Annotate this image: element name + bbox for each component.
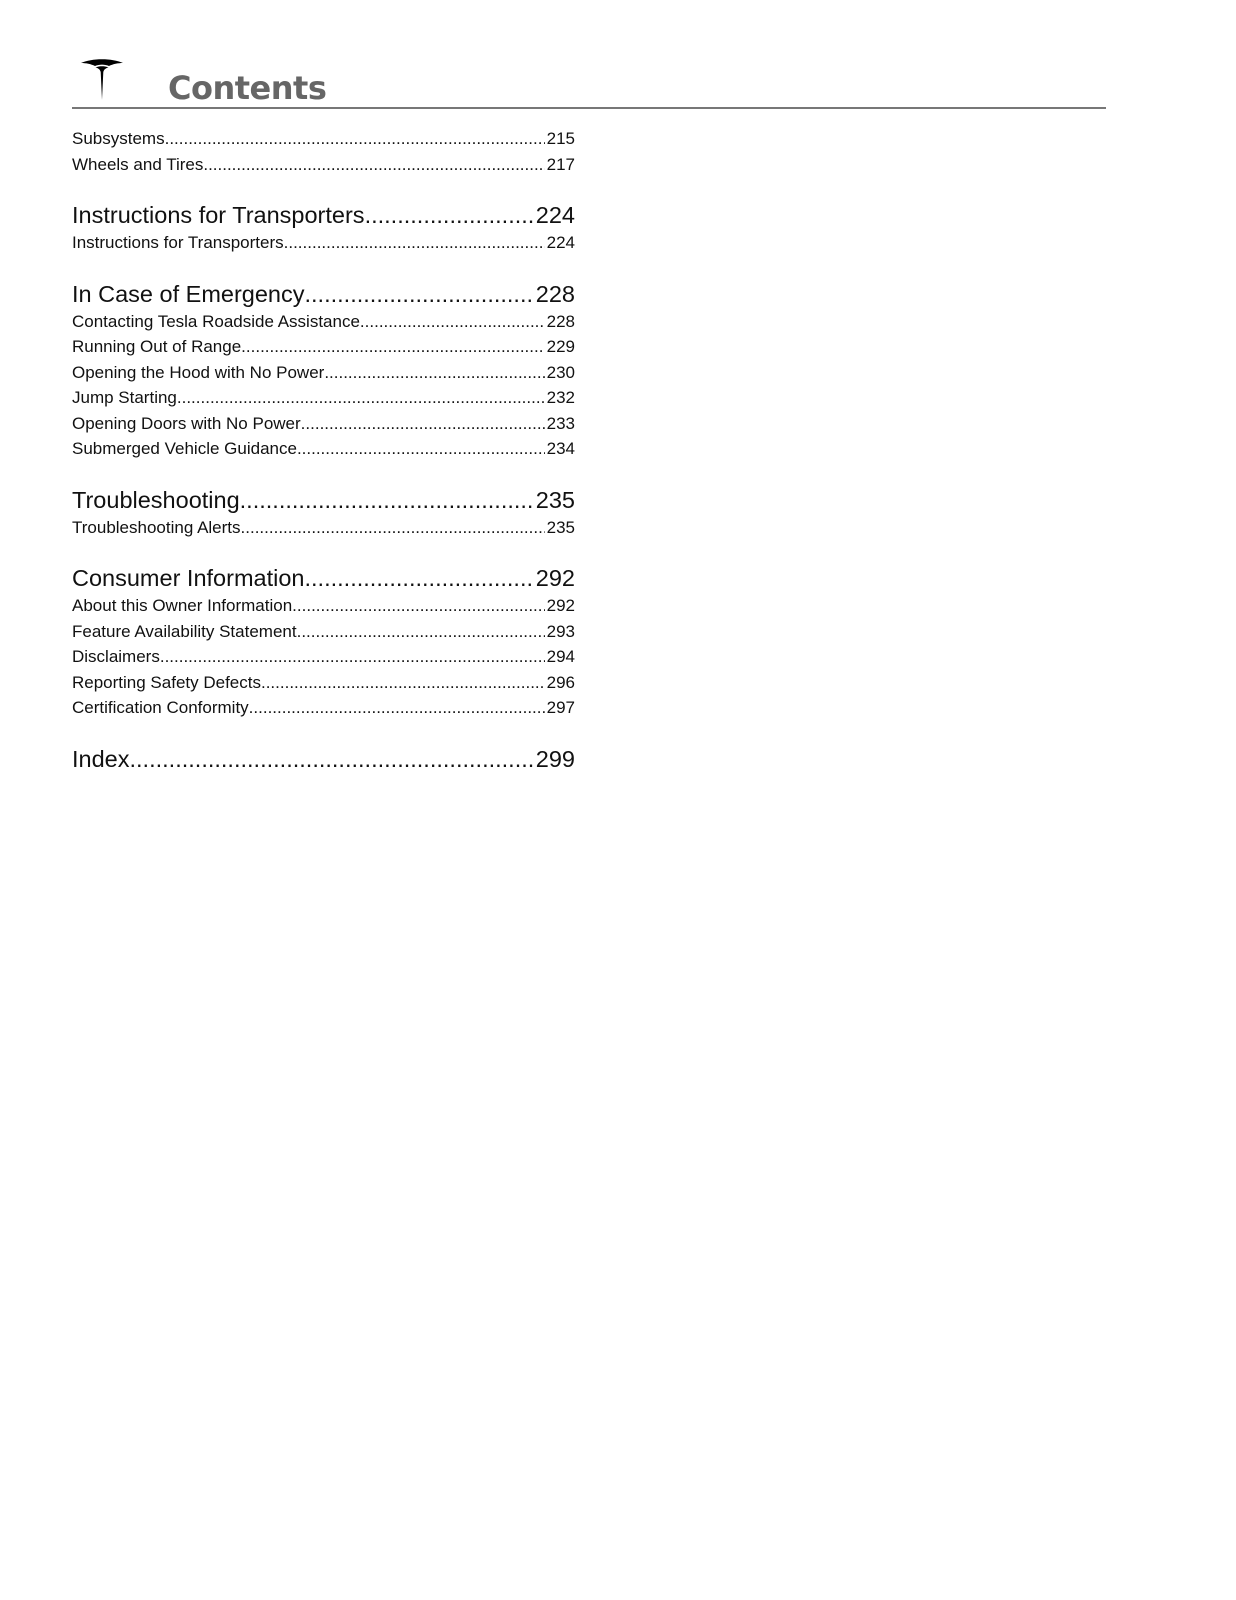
toc-page-number: 230 [546, 362, 575, 382]
toc-entry-title: Index [72, 745, 130, 772]
toc-section-entry[interactable] [72, 485, 575, 515]
toc-page-number: 228 [546, 311, 575, 331]
toc-dot-leader [165, 126, 545, 152]
toc-subentry[interactable] [72, 411, 575, 437]
toc-page-number: 293 [546, 621, 575, 641]
toc-subentry[interactable] [72, 152, 575, 178]
toc-section-entry[interactable] [72, 200, 575, 230]
toc-dot-leader [292, 593, 544, 619]
toc-section-entry[interactable] [72, 563, 575, 593]
toc-dot-leader [249, 695, 545, 721]
toc-dot-leader [297, 436, 545, 462]
toc-entry-title: Contacting Tesla Roadside Assistance [72, 311, 360, 331]
toc-entry-title: Troubleshooting Alerts [72, 517, 241, 537]
toc-dot-leader [241, 334, 544, 360]
toc-entry-title: Submerged Vehicle Guidance [72, 439, 297, 458]
toc-entry-title: Reporting Safety Defects [72, 672, 261, 692]
toc-subentry[interactable] [72, 593, 575, 619]
toc-entry-title: Running Out of Range [72, 337, 242, 356]
toc-entry-title: Disclaimers [72, 647, 160, 666]
tesla-t-logo-icon [80, 56, 124, 102]
toc-dot-leader [177, 385, 545, 411]
toc-page-number: 224 [535, 202, 575, 228]
toc-subentry[interactable] [72, 385, 575, 411]
toc-dot-leader [261, 670, 545, 696]
toc-subentry[interactable] [72, 695, 575, 721]
toc-subentry[interactable] [72, 360, 575, 386]
page-header [72, 52, 1106, 110]
toc-entry-title: Wheels and Tires [72, 154, 204, 174]
toc-entry-title: In Case of Emergency [72, 280, 305, 307]
toc-dot-leader [284, 230, 545, 256]
toc-page-number: 224 [546, 233, 575, 252]
toc-subentry[interactable] [72, 126, 575, 152]
toc-page-number: 217 [546, 154, 575, 174]
toc-subentry[interactable] [72, 619, 575, 645]
toc-entry-title: Feature Availability Statement [72, 621, 297, 641]
toc-subentry[interactable] [72, 644, 575, 670]
toc-entry-title: Instructions for Transporters [72, 233, 284, 252]
section-spacer [72, 540, 575, 563]
toc-entry-title: Consumer Information [72, 565, 305, 591]
toc-entry-title: Opening the Hood with No Power [72, 362, 325, 382]
toc-page-number: 292 [546, 596, 575, 615]
toc-dot-leader [203, 152, 544, 178]
toc-dot-leader [241, 515, 545, 541]
toc-page-number: 235 [546, 517, 575, 537]
toc-page-number: 228 [535, 280, 575, 307]
toc-entry-title: Certification Conformity [72, 698, 249, 717]
toc-page-number: 232 [546, 388, 575, 407]
toc-dot-leader [301, 411, 545, 437]
toc-dot-leader [305, 279, 534, 309]
toc-page-number: 229 [546, 337, 575, 356]
toc-page-number: 299 [535, 745, 575, 772]
toc-page-number: 296 [546, 672, 575, 692]
toc-dot-leader [360, 309, 545, 335]
toc-section-entry[interactable] [72, 744, 575, 774]
toc-entry-title: Subsystems [72, 129, 165, 148]
toc-subentry[interactable] [72, 515, 575, 541]
table-of-contents [72, 126, 575, 774]
toc-entry-title: About this Owner Information [72, 596, 293, 615]
toc-entry-title: Troubleshooting [72, 486, 240, 513]
toc-page-number: 297 [546, 698, 575, 717]
toc-page-number: 294 [546, 647, 575, 666]
section-spacer [72, 462, 575, 485]
toc-dot-leader [130, 744, 534, 774]
toc-dot-leader [297, 619, 545, 645]
toc-entry-title: Opening Doors with No Power [72, 413, 301, 433]
toc-dot-leader [240, 485, 534, 515]
toc-page-number: 215 [546, 129, 575, 148]
toc-subentry[interactable] [72, 334, 575, 360]
toc-page-number: 235 [535, 486, 575, 513]
toc-subentry[interactable] [72, 670, 575, 696]
toc-page-number: 234 [546, 439, 575, 458]
toc-subentry[interactable] [72, 230, 575, 256]
toc-dot-leader [365, 200, 534, 230]
toc-dot-leader [305, 563, 534, 593]
section-spacer [72, 177, 575, 200]
toc-entry-title: Instructions for Transporters [72, 202, 365, 228]
page-title: Contents [168, 69, 327, 107]
toc-section-entry[interactable] [72, 279, 575, 309]
toc-subentry[interactable] [72, 309, 575, 335]
toc-dot-leader [324, 360, 544, 386]
section-spacer [72, 721, 575, 744]
toc-dot-leader [160, 644, 545, 670]
toc-entry-title: Jump Starting [72, 388, 177, 407]
toc-page-number: 233 [546, 413, 575, 433]
header-divider [72, 107, 1106, 109]
toc-page-number: 292 [535, 565, 575, 591]
toc-subentry[interactable] [72, 436, 575, 462]
section-spacer [72, 256, 575, 279]
